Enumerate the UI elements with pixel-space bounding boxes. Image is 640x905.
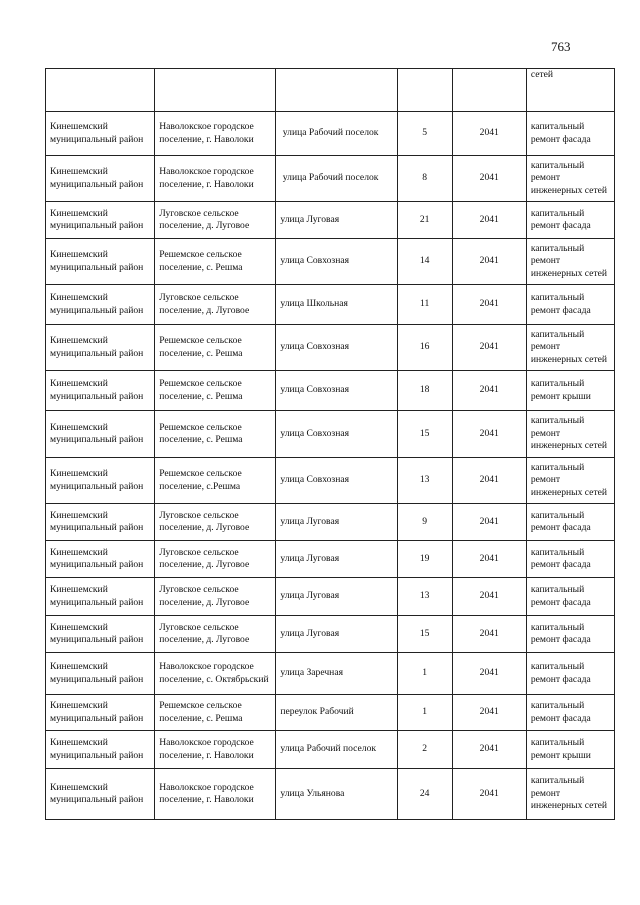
table-body	[46, 69, 615, 820]
table-row	[46, 202, 615, 239]
table-row	[46, 411, 615, 458]
cell-settlement: Решемское сельское поселение, с. Решма	[155, 411, 276, 458]
cell-house-number: 11	[397, 285, 452, 325]
cell-district: Кинешемский муниципальный район	[46, 504, 155, 541]
cell-work-type: капитальный ремонт фасада	[526, 285, 614, 325]
cell-work-type: капитальный ремонт инженерных сетей	[526, 769, 614, 820]
cell-year: 2041	[452, 769, 526, 820]
cell-house-number: 5	[397, 112, 452, 156]
table-row	[46, 769, 615, 820]
cell-district: Кинешемский муниципальный район	[46, 695, 155, 731]
cell-year: 2041	[452, 371, 526, 411]
cell-street: улица Луговая	[276, 541, 397, 578]
cell-house-number: 2	[397, 731, 452, 769]
cell-district: Кинешемский муниципальный район	[46, 411, 155, 458]
cell-year: 2041	[452, 458, 526, 504]
cell-year: 2041	[452, 541, 526, 578]
cell-district: Кинешемский муниципальный район	[46, 541, 155, 578]
table-row	[46, 578, 615, 616]
cell-district: Кинешемский муниципальный район	[46, 731, 155, 769]
table-row	[46, 541, 615, 578]
cell-street: улица Луговая	[276, 504, 397, 541]
table-row	[46, 616, 615, 653]
cell-settlement: Луговское сельское поселение, д. Луговое	[155, 616, 276, 653]
cell-work-type: капитальный ремонт фасада	[526, 202, 614, 239]
cell-work-type: капитальный ремонт фасада	[526, 653, 614, 695]
cell-settlement: Луговское сельское поселение, д. Луговое	[155, 285, 276, 325]
cell-street: улица Совхозная	[276, 458, 397, 504]
cell-work-type: капитальный ремонт инженерных сетей	[526, 156, 614, 202]
cell-street: улица Ульянова	[276, 769, 397, 820]
table-row	[46, 112, 615, 156]
cell-house-number: 13	[397, 458, 452, 504]
cell-work-type: капитальный ремонт крыши	[526, 731, 614, 769]
cell-year	[452, 69, 526, 112]
cell-street: переулок Рабочий	[276, 695, 397, 731]
cell-house-number: 14	[397, 239, 452, 285]
table-row-continued	[46, 69, 615, 112]
cell-year: 2041	[452, 411, 526, 458]
cell-house-number: 21	[397, 202, 452, 239]
table-row	[46, 653, 615, 695]
cell-street: улица Совхозная	[276, 371, 397, 411]
cell-work-type: капитальный ремонт инженерных сетей	[526, 325, 614, 371]
cell-district: Кинешемский муниципальный район	[46, 285, 155, 325]
cell-house-number: 13	[397, 578, 452, 616]
cell-house-number: 9	[397, 504, 452, 541]
cell-year: 2041	[452, 285, 526, 325]
cell-street: улица Совхозная	[276, 411, 397, 458]
cell-year: 2041	[452, 616, 526, 653]
cell-year: 2041	[452, 695, 526, 731]
cell-house-number: 1	[397, 653, 452, 695]
cell-year: 2041	[452, 731, 526, 769]
cell-work-type: капитальный ремонт инженерных сетей	[526, 458, 614, 504]
cell-house-number: 15	[397, 411, 452, 458]
cell-year: 2041	[452, 325, 526, 371]
cell-settlement: Наволокское городское поселение, г. Наволоки	[155, 112, 276, 156]
cell-year: 2041	[452, 156, 526, 202]
cell-street: улица Рабочий поселок	[276, 112, 397, 156]
cell-street: улица Рабочий поселок	[276, 156, 397, 202]
cell-district: Кинешемский муниципальный район	[46, 325, 155, 371]
page-number: 763	[551, 39, 571, 54]
cell-year: 2041	[452, 653, 526, 695]
cell-street: улица Луговая	[276, 578, 397, 616]
cell-district: Кинешемский муниципальный район	[46, 202, 155, 239]
cell-house-number: 16	[397, 325, 452, 371]
cell-settlement	[155, 69, 276, 112]
cell-street: улица Школьная	[276, 285, 397, 325]
cell-settlement: Луговское сельское поселение, д. Луговое	[155, 541, 276, 578]
cell-work-type: капитальный ремонт фасада	[526, 504, 614, 541]
cell-district	[46, 69, 155, 112]
table-row	[46, 695, 615, 731]
housing-repair-table	[45, 68, 615, 820]
cell-year: 2041	[452, 112, 526, 156]
cell-district: Кинешемский муниципальный район	[46, 458, 155, 504]
cell-house-number: 1	[397, 695, 452, 731]
table-row	[46, 325, 615, 371]
cell-district: Кинешемский муниципальный район	[46, 112, 155, 156]
cell-settlement: Луговское сельское поселение, д. Луговое	[155, 578, 276, 616]
cell-house-number: 8	[397, 156, 452, 202]
cell-work-type: капитальный ремонт инженерных сетей	[526, 411, 614, 458]
cell-settlement: Наволокское городское поселение, г. Наволоки	[155, 731, 276, 769]
cell-settlement: Решемское сельское поселение, с.Решма	[155, 458, 276, 504]
table-row	[46, 504, 615, 541]
cell-work-type: капитальный ремонт фасада	[526, 578, 614, 616]
cell-street: улица Луговая	[276, 202, 397, 239]
table-row	[46, 239, 615, 285]
cell-year: 2041	[452, 578, 526, 616]
cell-settlement: Решемское сельское поселение, с. Решма	[155, 325, 276, 371]
cell-settlement: Решемское сельское поселение, с. Решма	[155, 239, 276, 285]
cell-year: 2041	[452, 504, 526, 541]
table-row	[46, 371, 615, 411]
cell-district: Кинешемский муниципальный район	[46, 653, 155, 695]
cell-street: улица Луговая	[276, 616, 397, 653]
cell-district: Кинешемский муниципальный район	[46, 239, 155, 285]
cell-district: Кинешемский муниципальный район	[46, 156, 155, 202]
cell-work-type: сетей	[526, 69, 614, 112]
cell-street	[276, 69, 397, 112]
cell-work-type: капитальный ремонт фасада	[526, 541, 614, 578]
cell-house-number	[397, 69, 452, 112]
table-row	[46, 156, 615, 202]
cell-house-number: 24	[397, 769, 452, 820]
cell-house-number: 18	[397, 371, 452, 411]
cell-settlement: Решемское сельское поселение, с. Решма	[155, 371, 276, 411]
cell-street: улица Заречная	[276, 653, 397, 695]
cell-settlement: Наволокское городское поселение, г. Наволоки	[155, 156, 276, 202]
table-row	[46, 285, 615, 325]
cell-work-type: капитальный ремонт фасада	[526, 112, 614, 156]
cell-year: 2041	[452, 239, 526, 285]
cell-settlement: Луговское сельское поселение, д. Луговое	[155, 202, 276, 239]
cell-district: Кинешемский муниципальный район	[46, 578, 155, 616]
table-row	[46, 458, 615, 504]
table-row	[46, 731, 615, 769]
cell-settlement: Наволокское городское поселение, г. Наволоки	[155, 769, 276, 820]
cell-settlement: Наволокское городское поселение, с. Октябрьский	[155, 653, 276, 695]
cell-house-number: 15	[397, 616, 452, 653]
cell-work-type: капитальный ремонт крыши	[526, 371, 614, 411]
cell-street: улица Совхозная	[276, 239, 397, 285]
cell-work-type: капитальный ремонт фасада	[526, 616, 614, 653]
cell-year: 2041	[452, 202, 526, 239]
cell-house-number: 19	[397, 541, 452, 578]
cell-settlement: Луговское сельское поселение, д. Луговое	[155, 504, 276, 541]
cell-work-type: капитальный ремонт фасада	[526, 695, 614, 731]
cell-district: Кинешемский муниципальный район	[46, 616, 155, 653]
cell-district: Кинешемский муниципальный район	[46, 769, 155, 820]
cell-street: улица Совхозная	[276, 325, 397, 371]
cell-settlement: Решемское сельское поселение, с. Решма	[155, 695, 276, 731]
cell-district: Кинешемский муниципальный район	[46, 371, 155, 411]
cell-work-type: капитальный ремонт инженерных сетей	[526, 239, 614, 285]
cell-street: улица Рабочий поселок	[276, 731, 397, 769]
